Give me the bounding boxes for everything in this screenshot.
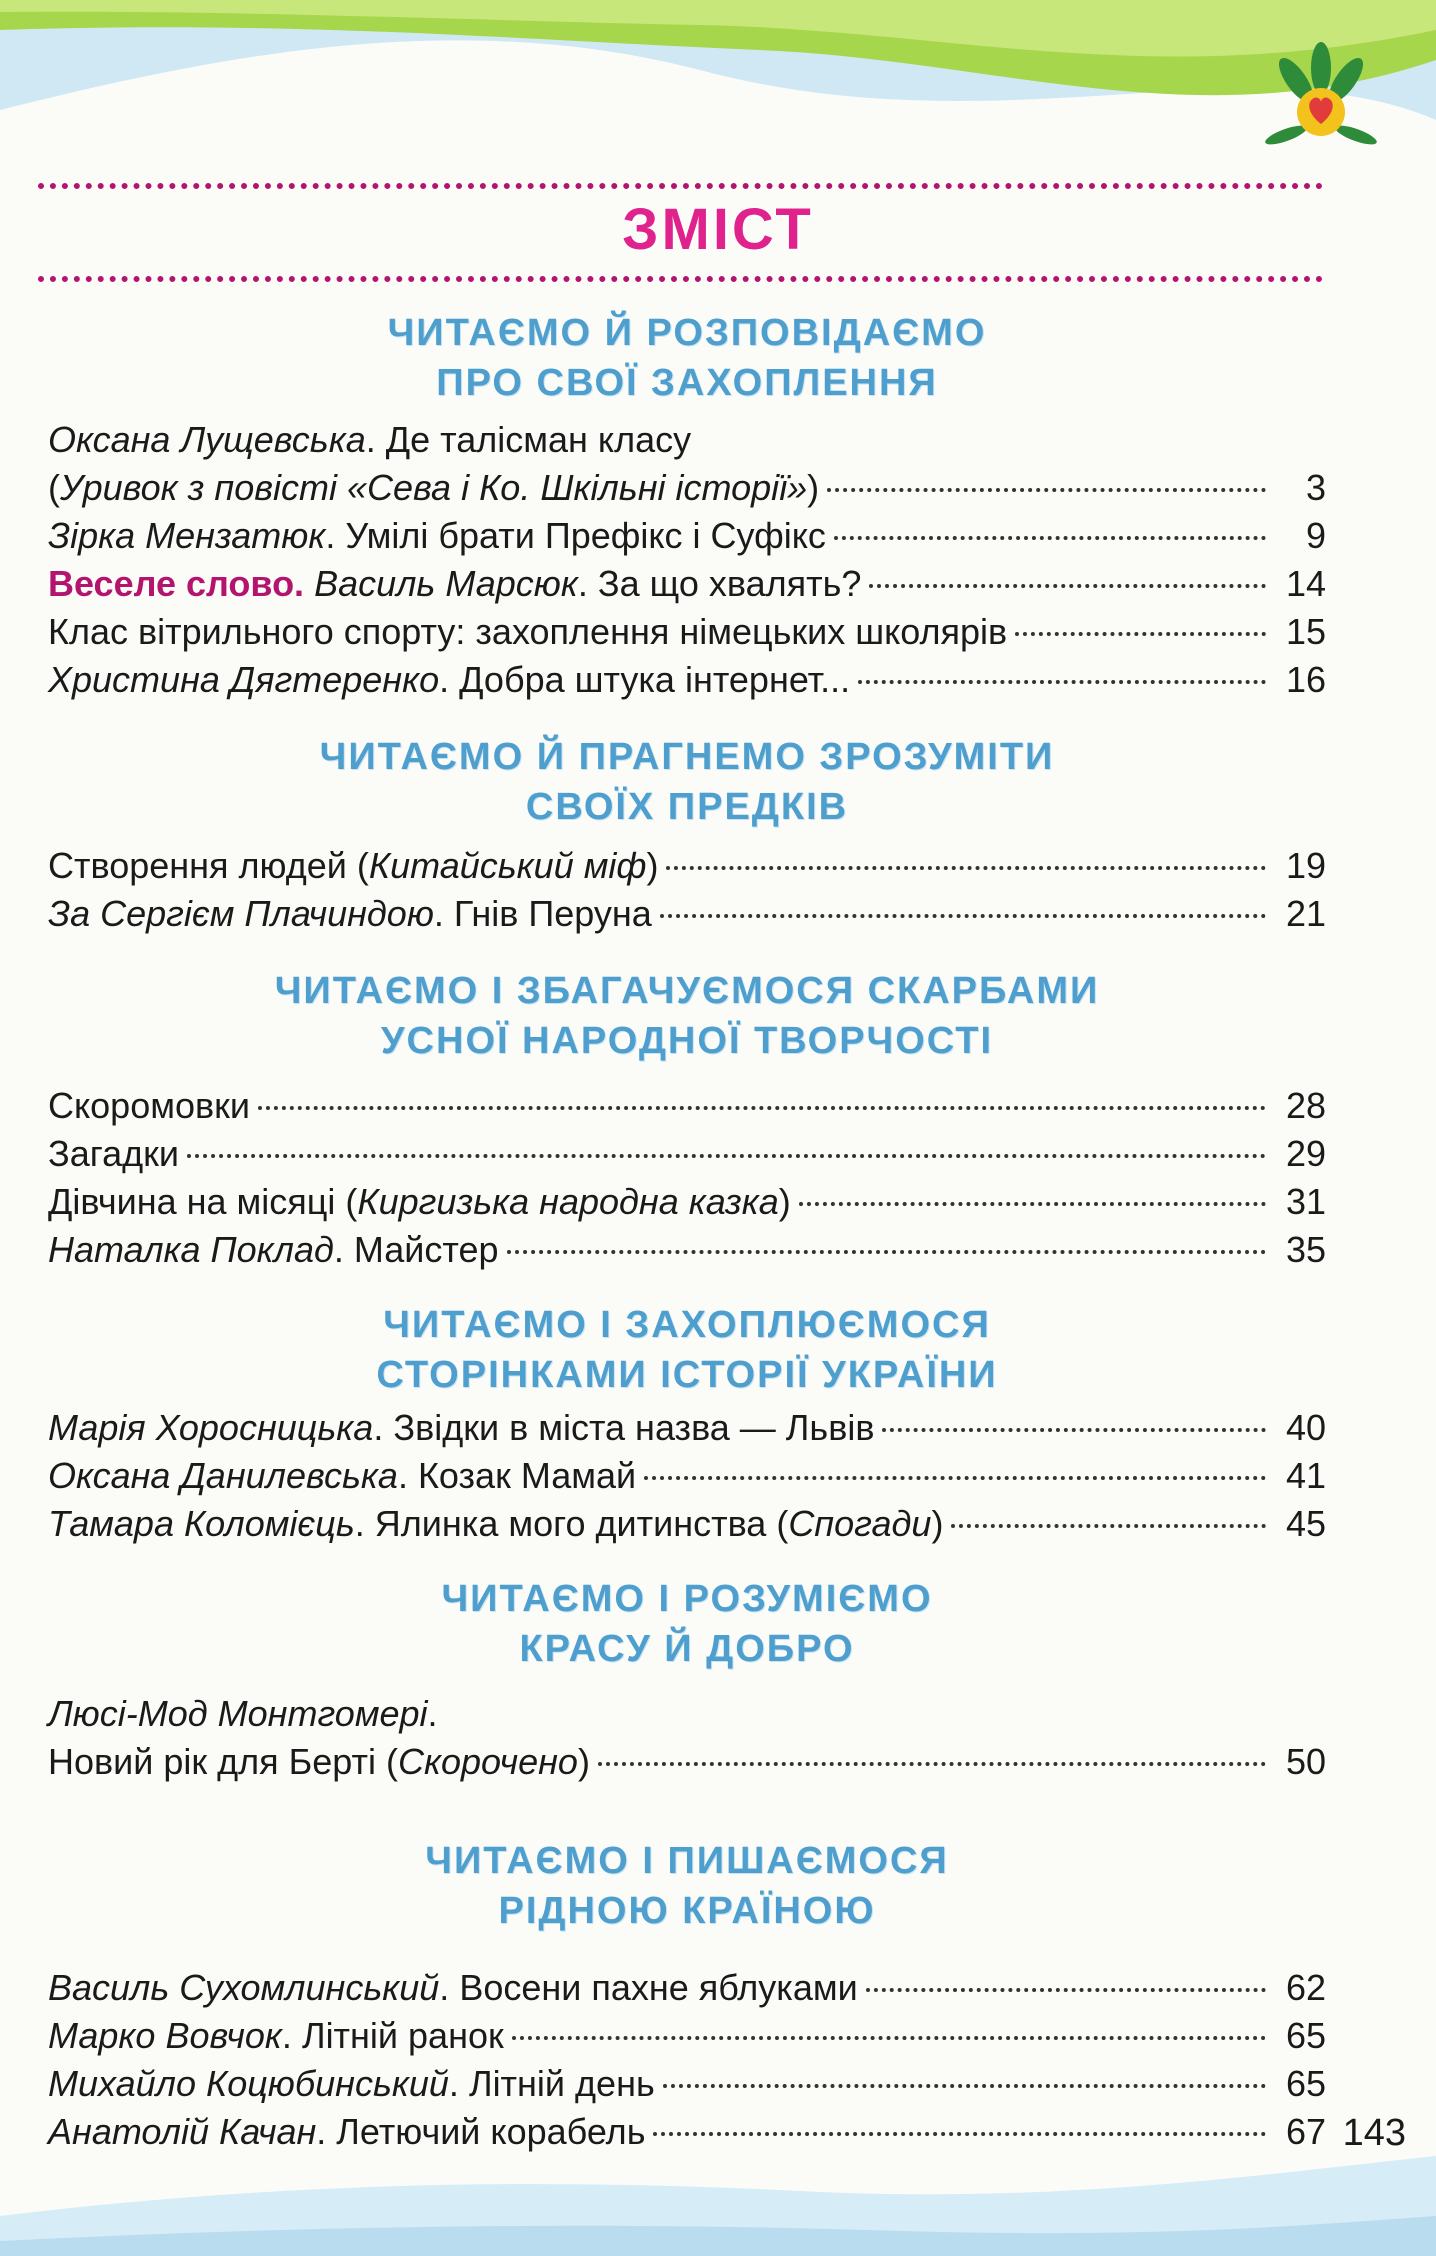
dot-leader xyxy=(951,1524,1266,1528)
entry-page-number: 3 xyxy=(1305,467,1326,508)
entry-page-number: 21 xyxy=(1285,893,1326,934)
toc-section xyxy=(48,966,1326,1274)
dot-leader xyxy=(666,866,1266,870)
entry-text xyxy=(48,1178,791,1226)
dot-leader xyxy=(258,1106,1266,1110)
toc-entry[interactable] xyxy=(48,416,1326,512)
toc-section xyxy=(48,1574,1326,1786)
entry-title: Гнів Перуна xyxy=(453,893,652,934)
entry-text xyxy=(48,842,658,890)
entry-note: Китайський міф xyxy=(368,845,647,886)
entry-paren: ) xyxy=(931,1503,944,1544)
toc-entry[interactable] xyxy=(48,1964,1326,2012)
entry-author: Тамара Коломієць xyxy=(48,1503,355,1544)
toc-entry[interactable] xyxy=(48,608,1326,656)
entry-text xyxy=(48,1452,636,1500)
entry-title: Добра штука інтернет... xyxy=(459,659,851,700)
entry-paren: ) xyxy=(807,467,820,508)
section-heading xyxy=(48,732,1326,832)
entry-text xyxy=(48,1738,590,1786)
toc-entry[interactable] xyxy=(48,2012,1326,2060)
dot-leader xyxy=(507,1250,1266,1254)
toc-entry[interactable] xyxy=(48,1178,1326,1226)
entry-label: Веселе слово. xyxy=(48,563,305,604)
entry-text xyxy=(48,2012,504,2060)
section-heading-line: ЧИТАЄМО І РОЗУМІЄМО xyxy=(441,1578,933,1620)
dot-leader xyxy=(653,2132,1266,2136)
section-heading-line: УСНОЇ НАРОДНОЇ ТВОРЧОСТІ xyxy=(380,1020,994,1062)
section-heading-line: ЧИТАЄМО І ЗАХОПЛЮЄМОСЯ xyxy=(383,1304,991,1346)
entry-text xyxy=(48,1964,858,2012)
section-heading xyxy=(48,308,1326,408)
folk-flower-ornament-icon xyxy=(1256,40,1386,160)
entry-text xyxy=(48,2060,655,2108)
entry-page-number: 62 xyxy=(1285,1967,1326,2008)
section-heading-line: ЧИТАЄМО Й РОЗПОВІДАЄМО xyxy=(387,312,987,354)
section-heading xyxy=(48,966,1326,1066)
entry-author: Оксана Данилевська xyxy=(48,1455,398,1496)
toc-entry[interactable] xyxy=(48,890,1326,938)
entry-separator: . xyxy=(439,1967,460,2008)
entry-title: Скоромовки xyxy=(48,1085,250,1126)
entry-separator: . xyxy=(577,563,598,604)
section-heading-line: ЧИТАЄМО І ПИШАЄМОСЯ xyxy=(425,1840,949,1882)
toc-entry[interactable] xyxy=(48,842,1326,890)
entry-paren: ) xyxy=(577,1741,590,1782)
entry-page-number: 14 xyxy=(1285,563,1326,604)
entry-text xyxy=(48,560,861,608)
entry-page-number: 40 xyxy=(1285,1407,1326,1448)
entry-title: Дівчина на місяці ( xyxy=(48,1181,358,1222)
entry-text xyxy=(48,890,652,938)
toc-entry[interactable] xyxy=(48,1690,1326,1786)
entry-text xyxy=(48,1500,943,1548)
entry-note: Киргизька народна казка xyxy=(357,1181,779,1222)
dot-leader xyxy=(799,1202,1266,1206)
title-bottom-divider xyxy=(38,276,1323,282)
entry-separator: . xyxy=(448,2063,469,2104)
entry-separator: . xyxy=(281,2015,302,2056)
toc-entry-first-line xyxy=(48,1690,1326,1738)
section-heading-line: СВОЇХ ПРЕДКІВ xyxy=(525,786,849,828)
dot-leader xyxy=(598,1762,1266,1766)
dot-leader xyxy=(869,584,1266,588)
section-heading-line: ПРО СВОЇ ЗАХОПЛЕННЯ xyxy=(436,362,938,404)
entry-author: Василь Марсюк xyxy=(314,563,578,604)
entry-page-number: 67 xyxy=(1285,2111,1326,2152)
page-title: ЗМІСТ xyxy=(622,197,814,262)
toc-section xyxy=(48,1836,1326,2156)
entry-author: Михайло Коцюбинський xyxy=(48,2063,449,2104)
dot-leader xyxy=(644,1476,1266,1480)
entry-note: Уривок з повісті «Сева і Ко. Шкільні історії» xyxy=(60,467,808,508)
bottom-wave-decoration xyxy=(0,2146,1436,2256)
entry-title: Літній день xyxy=(468,2063,655,2104)
entry-text xyxy=(48,1226,499,1274)
dot-leader xyxy=(827,488,1266,492)
entry-separator: . xyxy=(333,1229,354,1270)
entry-page-number: 65 xyxy=(1285,2015,1326,2056)
entry-page-number: 15 xyxy=(1285,611,1326,652)
section-heading-line: ЧИТАЄМО І ЗБАГАЧУЄМОСЯ СКАРБАМИ xyxy=(274,970,1100,1012)
entry-title: Загадки xyxy=(48,1133,179,1174)
dot-leader xyxy=(882,1428,1266,1432)
entry-title: Літній ранок xyxy=(301,2015,504,2056)
entry-title: Козак Мамай xyxy=(417,1455,637,1496)
entry-page-number: 41 xyxy=(1285,1455,1326,1496)
entry-title: За що хвалять? xyxy=(597,563,862,604)
entry-text xyxy=(48,656,850,704)
toc-entry[interactable] xyxy=(48,1130,1326,1178)
toc-entry[interactable] xyxy=(48,1500,1326,1548)
toc-entry[interactable] xyxy=(48,2060,1326,2108)
entry-page-number: 45 xyxy=(1285,1503,1326,1544)
entry-separator: . xyxy=(316,2111,337,2152)
entry-text xyxy=(48,1404,874,1452)
entry-page-number: 28 xyxy=(1285,1085,1326,1126)
entry-title: Звідки в міста назва — Львів xyxy=(393,1407,875,1448)
entry-author: Зірка Мензатюк xyxy=(48,515,326,556)
toc-section xyxy=(48,308,1326,704)
entry-author: За Сергієм Плачиндою xyxy=(48,893,434,934)
entry-title: Восени пахне яблуками xyxy=(459,1967,858,2008)
dot-leader xyxy=(866,1988,1266,1992)
entry-title: Новий рік для Берті ( xyxy=(48,1741,398,1782)
entry-note: Спогади xyxy=(788,1503,932,1544)
toc-entry-first-line xyxy=(48,416,1326,464)
toc-section xyxy=(48,732,1326,938)
entry-paren: ) xyxy=(646,845,659,886)
dot-leader xyxy=(1015,632,1266,636)
entry-title: Умілі брати Префікс і Суфікс xyxy=(345,515,826,556)
entry-separator: . xyxy=(433,893,454,934)
dot-leader xyxy=(187,1154,1266,1158)
entry-author: Анатолій Качан xyxy=(48,2111,317,2152)
entry-author: Оксана Лущевська xyxy=(48,419,366,460)
dot-leader xyxy=(663,2084,1266,2088)
toc-entry[interactable] xyxy=(48,1452,1326,1500)
entry-page-number: 31 xyxy=(1285,1181,1326,1222)
entry-title: Де талісман класу xyxy=(385,419,692,460)
section-heading-line: СТОРІНКАМИ ІСТОРІЇ УКРАЇНИ xyxy=(376,1354,998,1396)
entry-separator: . xyxy=(397,1455,418,1496)
entry-separator: . xyxy=(439,659,460,700)
entry-text xyxy=(48,512,826,560)
toc-entry-second-line xyxy=(48,1738,1326,1786)
section-heading-line: ЧИТАЄМО Й ПРАГНЕМО ЗРОЗУМІТИ xyxy=(319,736,1055,778)
dot-leader xyxy=(834,536,1266,540)
entry-title: Клас вітрильного спорту: захоплення німецьких школярів xyxy=(48,611,1008,652)
entry-note: Скорочено xyxy=(398,1741,578,1782)
toc-entry[interactable] xyxy=(48,512,1326,560)
entry-separator: . xyxy=(365,419,386,460)
entry-title: Ялинка мого дитинства ( xyxy=(374,1503,789,1544)
section-heading xyxy=(48,1300,1326,1400)
page-number: 143 xyxy=(1342,2112,1406,2154)
entry-author: Марія Хоросницька xyxy=(48,1407,374,1448)
dot-leader xyxy=(660,914,1266,918)
entry-separator: . xyxy=(427,1693,438,1734)
entry-page-number: 35 xyxy=(1285,1229,1326,1270)
entry-author: Наталка Поклад xyxy=(48,1229,334,1270)
toc-section xyxy=(48,1300,1326,1548)
entry-page-number: 9 xyxy=(1305,515,1326,556)
toc-entry[interactable] xyxy=(48,1082,1326,1130)
entry-separator: . xyxy=(325,515,346,556)
entry-text xyxy=(48,464,819,512)
entry-author: Марко Вовчок xyxy=(48,2015,282,2056)
dot-leader xyxy=(512,2036,1266,2040)
entry-paren: ) xyxy=(778,1181,791,1222)
toc-entry[interactable] xyxy=(48,656,1326,704)
entry-separator: . xyxy=(373,1407,394,1448)
entry-title: Створення людей ( xyxy=(48,845,369,886)
entry-separator: . xyxy=(354,1503,375,1544)
entry-author: Василь Сухомлинський xyxy=(48,1967,440,2008)
toc-entry[interactable] xyxy=(48,560,1326,608)
entry-page-number: 16 xyxy=(1285,659,1326,700)
section-heading-line: КРАСУ Й ДОБРО xyxy=(519,1628,855,1670)
entry-page-number: 29 xyxy=(1285,1133,1326,1174)
entry-author: Христина Дягтеренко xyxy=(48,659,440,700)
entry-author: Люсі-Мод Монтгомері xyxy=(48,1693,428,1734)
entry-page-number: 19 xyxy=(1285,845,1326,886)
entry-title: Майстер xyxy=(353,1229,499,1270)
toc-entry-second-line xyxy=(48,464,1326,512)
entry-paren: ( xyxy=(48,467,60,508)
entry-page-number: 65 xyxy=(1285,2063,1326,2104)
entry-title: Летючий корабель xyxy=(336,2111,646,2152)
section-heading xyxy=(48,1574,1326,1674)
title-top-divider xyxy=(38,183,1323,189)
table-of-contents xyxy=(48,300,1326,2156)
toc-entry[interactable] xyxy=(48,1226,1326,1274)
dot-leader xyxy=(858,680,1266,684)
entry-page-number: 50 xyxy=(1285,1741,1326,1782)
section-heading xyxy=(48,1836,1326,1936)
section-heading-line: РІДНОЮ КРАЇНОЮ xyxy=(498,1890,876,1932)
top-wave-decoration xyxy=(0,0,1436,190)
toc-entry[interactable] xyxy=(48,1404,1326,1452)
